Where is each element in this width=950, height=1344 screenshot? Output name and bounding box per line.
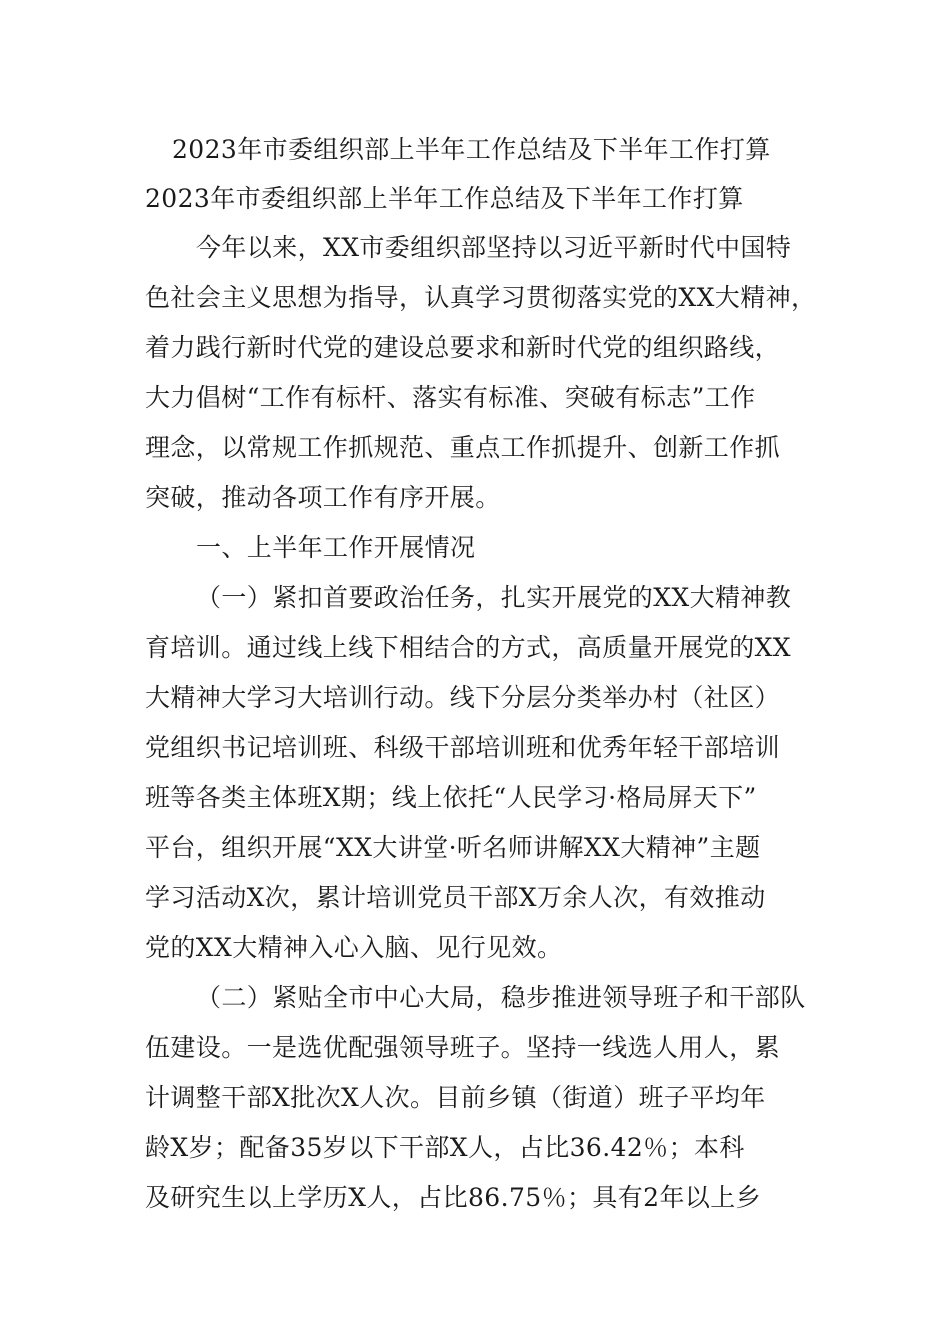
paragraph-line: 班等各类主体班X期；线上依托“人民学习·格局屏天下” bbox=[145, 783, 757, 812]
paragraph-line: 龄X岁；配备35岁以下干部X人，占比36.42％；本科 bbox=[145, 1133, 745, 1162]
paragraph-line: 理念，以常规工作抓规范、重点工作抓提升、创新工作抓 bbox=[145, 433, 781, 462]
paragraph-line: 色社会主义思想为指导，认真学习贯彻落实党的XX大精神， bbox=[145, 283, 817, 312]
paragraph-line: 大力倡树“工作有标杆、落实有标准、突破有标志”工作 bbox=[145, 383, 756, 412]
paragraph-line: 大精神大学习大培训行动。线下分层分类举办村（社区） bbox=[145, 683, 781, 712]
paragraph-line: 学习活动X次，累计培训党员干部X万余人次，有效推动 bbox=[145, 883, 766, 912]
paragraph-line: 党的XX大精神入心入脑、见行见效。 bbox=[145, 933, 563, 962]
paragraph-line: 及研究生以上学历X人，占比86.75％；具有2年以上乡 bbox=[145, 1183, 762, 1212]
paragraph-line: 计调整干部X批次X人次。目前乡镇（街道）班子平均年 bbox=[145, 1083, 766, 1112]
paragraph-line: （二）紧贴全市中心大局，稳步推进领导班子和干部队 bbox=[196, 983, 806, 1012]
paragraph-line: 育培训。通过线上线下相结合的方式，高质量开展党的XX bbox=[145, 633, 791, 662]
paragraph-line: 着力践行新时代党的建设总要求和新时代党的组织路线， bbox=[145, 333, 781, 362]
paragraph-line: 平台，组织开展“XX大讲堂·听名师讲解XX大精神”主题 bbox=[145, 833, 761, 862]
document-subtitle: 2023年市委组织部上半年工作总结及下半年工作打算 bbox=[145, 184, 744, 213]
paragraph-line: 伍建设。一是选优配强领导班子。坚持一线选人用人，累 bbox=[145, 1033, 781, 1062]
paragraph-line: 党组织书记培训班、科级干部培训班和优秀年轻干部培训 bbox=[145, 733, 781, 762]
section-heading: 一、上半年工作开展情况 bbox=[196, 533, 476, 562]
paragraph-line: 今年以来，XX市委组织部坚持以习近平新时代中国特 bbox=[196, 233, 792, 262]
paragraph-line: （一）紧扣首要政治任务，扎实开展党的XX大精神教 bbox=[196, 583, 792, 612]
paragraph-line: 突破，推动各项工作有序开展。 bbox=[145, 483, 501, 512]
document-title: 2023年市委组织部上半年工作总结及下半年工作打算 bbox=[172, 135, 771, 164]
